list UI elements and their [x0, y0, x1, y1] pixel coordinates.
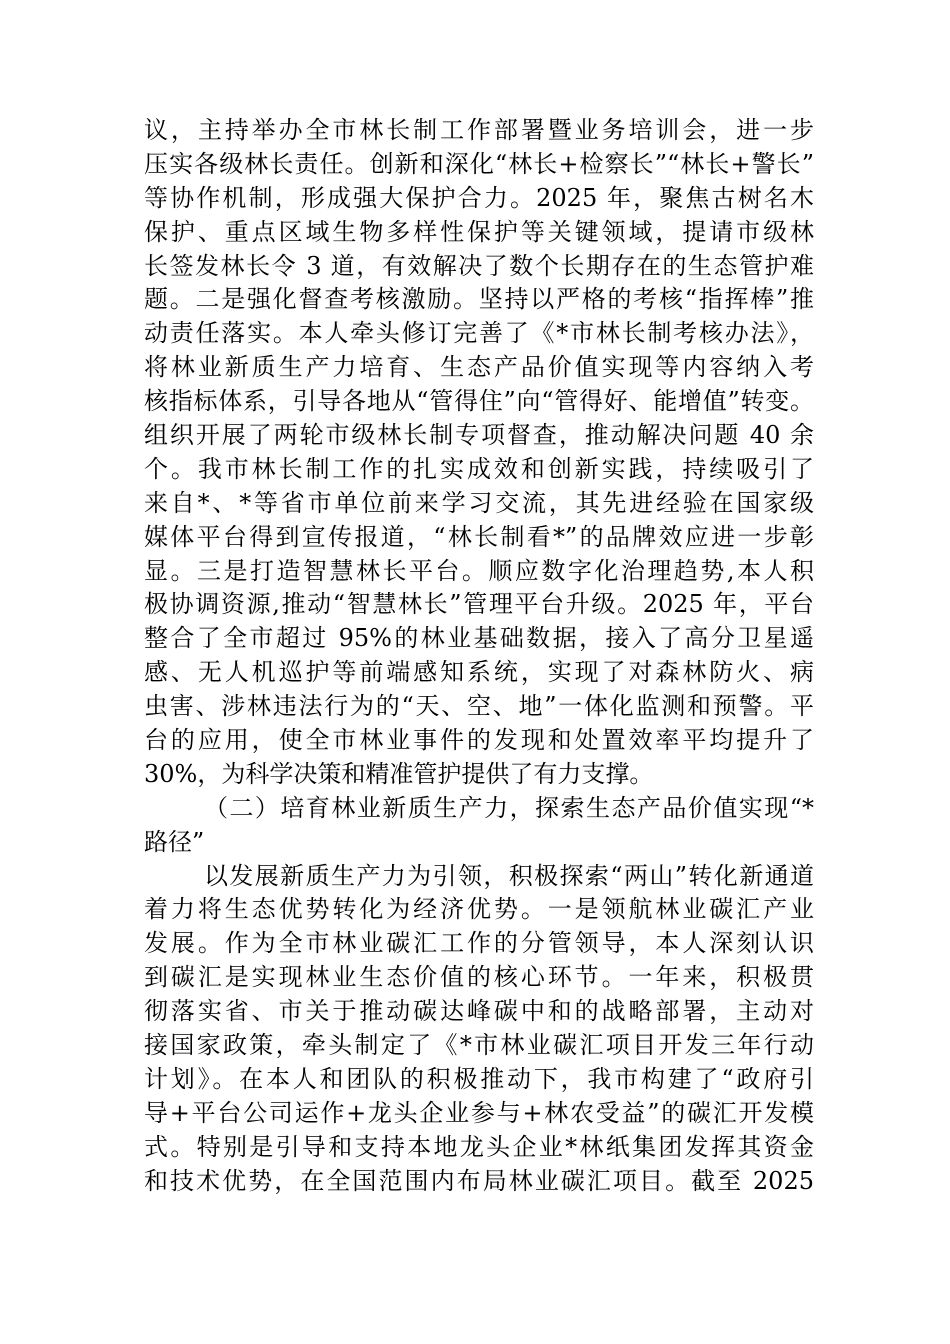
- text-line: 将林业新质生产力培育、生态产品价值实现等内容纳入考: [144, 353, 814, 382]
- text-line: 整合了全市超过 95%的林业基础数据，接入了高分卫星遥: [144, 624, 814, 653]
- section-heading-continued: 路径”: [144, 827, 205, 856]
- text-line: 和技术优势，在全国范围内布局林业碳汇项目。截至 2025: [144, 1166, 814, 1195]
- text-line: 动责任落实。本人牵头修订完善了《*市林长制考核办法》，: [144, 319, 814, 348]
- text-line: 计划》。在本人和团队的积极推动下，我市构建了“政府引: [144, 1064, 814, 1093]
- text-line: 议，主持举办全市林长制工作部署暨业务培训会，进一步: [144, 116, 814, 144]
- text-line: 组织开展了两轮市级林长制专项督查，推动解决问题 40 余: [144, 421, 814, 450]
- text-line: 到碳汇是实现林业生态价值的核心环节。一年来，积极贯: [144, 963, 814, 992]
- text-line: 30%，为科学决策和精准管护提供了有力支撑。: [144, 759, 654, 788]
- body-text: [144, 114, 814, 1199]
- text-line: 彻落实省、市关于推动碳达峰碳中和的战略部署，主动对: [144, 997, 814, 1026]
- text-line: 导+平台公司运作+龙头企业参与+林农受益”的碳汇开发模: [144, 1098, 814, 1127]
- text-line: 以发展新质生产力为引领，积极探索“两山”转化新通道: [204, 861, 814, 890]
- text-line: 长签发林长令 3 道，有效解决了数个长期存在的生态管护难: [144, 251, 814, 280]
- text-line: 虫害、涉林违法行为的“天、空、地”一体化监测和预警。平: [144, 692, 814, 721]
- text-line: 台的应用，使全市林业事件的发现和处置效率平均提升了: [144, 726, 814, 755]
- text-line: 个。我市林长制工作的扎实成效和创新实践，持续吸引了: [144, 454, 814, 483]
- text-line: 来自*、*等省市单位前来学习交流，其先进经验在国家级: [144, 488, 814, 517]
- text-line: 媒体平台得到宣传报道，“林长制看*”的品牌效应进一步彰: [144, 522, 814, 551]
- text-line: 等协作机制，形成强大保护合力。2025 年，聚焦古树名木: [144, 183, 814, 212]
- text-line: 显。三是打造智慧林长平台。顺应数字化治理趋势,本人积: [144, 556, 814, 585]
- text-line: 保护、重点区域生物多样性保护等关键领域，提请市级林: [144, 217, 814, 246]
- text-line: 极协调资源,推动“智慧林长”管理平台升级。2025 年，平台: [144, 590, 814, 619]
- text-line: 发展。作为全市林业碳汇工作的分管领导，本人深刻认识: [144, 929, 814, 958]
- text-line: 感、无人机巡护等前端感知系统，实现了对森林防火、病: [144, 658, 814, 687]
- text-line: 题。二是强化督查考核激励。坚持以严格的考核“指挥棒”推: [144, 285, 814, 314]
- text-line: 核指标体系，引导各地从“管得住”向“管得好、能增值”转变。: [144, 387, 814, 416]
- text-line: 压实各级林长责任。创新和深化“林长+检察长”“林长+警长”: [144, 149, 814, 178]
- text-line: 式。特别是引导和支持本地龙头企业*林纸集团发挥其资金: [144, 1132, 814, 1161]
- section-heading: （二）培育林业新质生产力，探索生态产品价值实现“*: [204, 793, 814, 822]
- text-line: 着力将生态优势转化为经济优势。一是领航林业碳汇产业: [144, 895, 814, 924]
- text-line: 接国家政策，牵头制定了《*市林业碳汇项目开发三年行动: [144, 1031, 814, 1060]
